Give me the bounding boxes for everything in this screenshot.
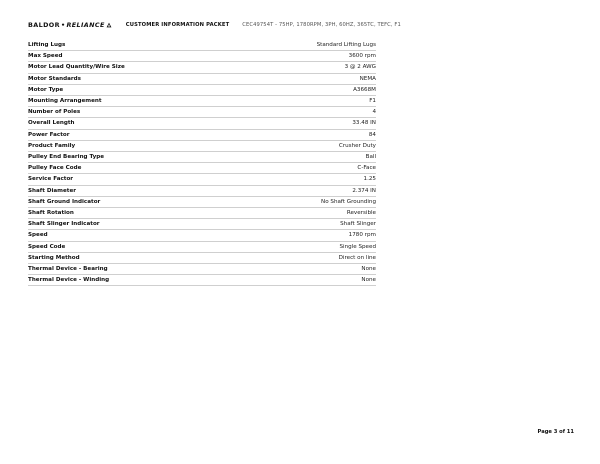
brand-secondary: RELIANCE bbox=[66, 21, 105, 29]
spec-label: Shaft Diameter bbox=[28, 185, 244, 196]
packet-subtitle: CEC49754T - 75HP, 1780RPM, 3PH, 60HZ, 365TC, TEFC, F1 bbox=[242, 22, 401, 28]
table-row bbox=[28, 275, 376, 286]
spec-value: 2.374 IN bbox=[244, 185, 376, 196]
spec-label: Speed bbox=[28, 230, 244, 241]
spec-value: NEMA bbox=[244, 73, 376, 84]
table-row bbox=[28, 252, 376, 263]
table-row bbox=[28, 107, 376, 118]
packet-title: CUSTOMER INFORMATION PACKET bbox=[125, 22, 230, 28]
spec-value: 1780 rpm bbox=[244, 230, 376, 241]
table-row bbox=[28, 163, 376, 174]
spec-label: Shaft Slinger Indicator bbox=[28, 219, 244, 230]
table-row bbox=[28, 118, 376, 129]
spec-value: 1.25 bbox=[244, 174, 376, 185]
spec-label: Starting Method bbox=[28, 252, 244, 263]
spec-value: 84 bbox=[244, 129, 376, 140]
spec-value: Reversible bbox=[244, 208, 376, 219]
spec-table bbox=[28, 40, 376, 286]
table-row bbox=[28, 129, 376, 140]
spec-label: Shaft Ground Indicator bbox=[28, 196, 244, 207]
spec-label: Thermal Device - Bearing bbox=[28, 264, 244, 275]
spec-value: Crusher Duty bbox=[244, 140, 376, 151]
spec-value: 3 @ 2 AWG bbox=[244, 62, 376, 73]
table-row bbox=[28, 96, 376, 107]
logo-mark-icon bbox=[106, 22, 112, 28]
table-row bbox=[28, 40, 376, 51]
table-row bbox=[28, 73, 376, 84]
spec-label: Max Speed bbox=[28, 51, 244, 62]
spec-value: A3668M bbox=[244, 84, 376, 95]
spec-value: Direct on line bbox=[244, 252, 376, 263]
spec-value: C-Face bbox=[244, 163, 376, 174]
table-row bbox=[28, 51, 376, 62]
spec-label: Speed Code bbox=[28, 241, 244, 252]
spec-value: 3600 rpm bbox=[244, 51, 376, 62]
spec-label: Motor Lead Quantity/Wire Size bbox=[28, 62, 244, 73]
spec-value: Ball bbox=[244, 152, 376, 163]
spec-label: Product Family bbox=[28, 140, 244, 151]
page-number: Page 3 of 11 bbox=[537, 429, 574, 435]
table-row bbox=[28, 185, 376, 196]
spec-value: None bbox=[244, 275, 376, 286]
table-row bbox=[28, 219, 376, 230]
spec-value: Single Speed bbox=[244, 241, 376, 252]
spec-label: Overall Length bbox=[28, 118, 244, 129]
table-row bbox=[28, 196, 376, 207]
brand-primary: BALDOR bbox=[28, 21, 60, 29]
spec-label: Mounting Arrangement bbox=[28, 96, 244, 107]
spec-value: None bbox=[244, 264, 376, 275]
document-header bbox=[28, 19, 401, 31]
table-row bbox=[28, 230, 376, 241]
spec-label: Pulley Face Code bbox=[28, 163, 244, 174]
spec-label: Thermal Device - Winding bbox=[28, 275, 244, 286]
spec-label: Service Factor bbox=[28, 174, 244, 185]
spec-value: 4 bbox=[244, 107, 376, 118]
spec-label: Lifting Lugs bbox=[28, 40, 244, 51]
table-row bbox=[28, 174, 376, 185]
spec-value: 33.48 IN bbox=[244, 118, 376, 129]
spec-value: Standard Lifting Lugs bbox=[244, 40, 376, 51]
spec-label: Number of Poles bbox=[28, 107, 244, 118]
table-row bbox=[28, 62, 376, 73]
table-row bbox=[28, 241, 376, 252]
table-row bbox=[28, 152, 376, 163]
spec-label: Motor Standards bbox=[28, 73, 244, 84]
spec-label: Power Factor bbox=[28, 129, 244, 140]
spec-label: Pulley End Bearing Type bbox=[28, 152, 244, 163]
brand-separator: • bbox=[60, 21, 66, 29]
table-row bbox=[28, 84, 376, 95]
brand-logo bbox=[28, 21, 112, 29]
table-row bbox=[28, 264, 376, 275]
spec-value: Shaft Slinger bbox=[244, 219, 376, 230]
spec-value: No Shaft Grounding bbox=[244, 196, 376, 207]
spec-label: Motor Type bbox=[28, 84, 244, 95]
table-row bbox=[28, 140, 376, 151]
table-row bbox=[28, 208, 376, 219]
spec-value: F1 bbox=[244, 96, 376, 107]
spec-label: Shaft Rotation bbox=[28, 208, 244, 219]
